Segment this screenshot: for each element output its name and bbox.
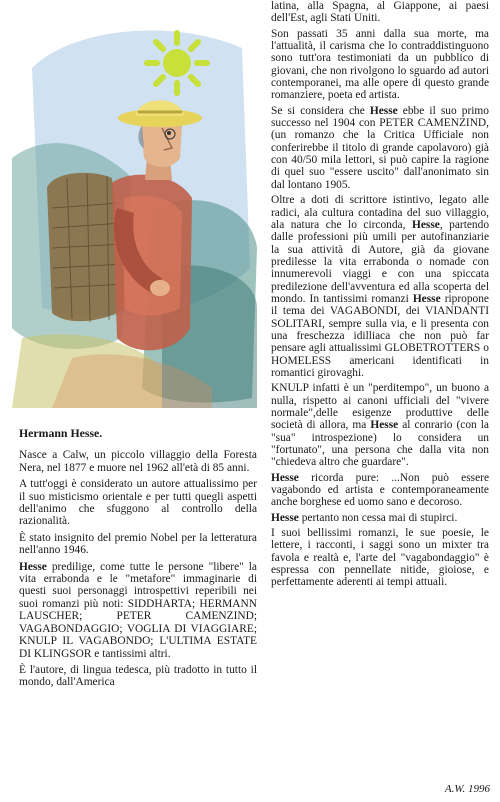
paragraph bbox=[271, 194, 489, 379]
paragraph: È l'autore, di lingua tedesca, più tradotto in tutto il mondo, dall'America bbox=[19, 663, 257, 689]
author-name: Hesse bbox=[369, 104, 398, 117]
paragraph-text: Se si considera che bbox=[271, 104, 370, 117]
paragraph-text: al conrario (con la "sua" introspezione) lo considera un "fortunato", una persona che dalla vita non "chiedeva altro che guardare". bbox=[271, 419, 489, 469]
author-name: Hesse bbox=[412, 292, 441, 305]
paragraph-text: ricorda pure: ...Non può essere vagabondo ed artista e contemporaneamente anche borghese ed uomo sano e decoroso. bbox=[271, 471, 489, 509]
image-caption: Hermann Hesse. bbox=[19, 426, 103, 440]
author-name: Hesse bbox=[19, 560, 47, 573]
paragraph-text: ebbe il suo primo successo nel 1904 con PETER CAMENZIND, (un romanzo che la Critica Ufficiale non conferirebbe il titolo di grande capolavoro) già con 40/50 mila lettori, si può capire la ragione di quel suo "essere uscito" dall'anonimato sin dal lontano 1905. bbox=[271, 104, 489, 191]
paragraph: Nasce a Calw, un piccolo villaggio della Foresta Nera, nel 1877 e muore nel 1962 all'età di 85 anni. bbox=[19, 449, 257, 474]
paragraph-text: KNULP infatti è un "perditempo", un buono a nulla, rispetto ai canoni ufficiali del "vivere normale",delle esigenze produttive delle società di allora, ma bbox=[271, 382, 489, 432]
paragraph-text: predilige, come tutte le persone "libere" la vita errabonda e le "metafore" immaginarie di questi suoi personaggi introspettivi reperibili nei suoi romanzi più noti: SIDDHARTA; HERMANN LAUSCHER; PETER CAMENZIND; VAGABONDAGGIO; VOGLIA DI VIAGGIARE; KNULP IL VAGABONDO; L'ULTIMA ESTATE DI KLINGSOR e tantissimi altri. bbox=[19, 560, 257, 660]
paragraph: I suoi bellissimi romanzi, le sue poesie, le lettere, i racconti, i saggi sono un mixter tra favola e realtà e, l'arte del "vagabondaggio" è espressa con pennellate nitide, gioiose, e perfettamente aderenti ai tempi attuali. bbox=[271, 527, 489, 589]
author-name: Hesse bbox=[370, 419, 399, 432]
paragraph: A tutt'oggi è considerato un autore attualissimo per il suo misticismo orientale e per tutti quegli aspetti dell'animo che sfuggono al controllo della razionalità. bbox=[19, 478, 257, 528]
paragraph: È stato insignito del premio Nobel per la letteratura nell'anno 1946. bbox=[19, 531, 257, 557]
sun-icon bbox=[147, 33, 207, 93]
paragraph: Son passati 35 anni dalla sua morte, ma l'attualità, il carisma che lo contraddistinguono sono tutt'ora testimoniati da un pubblico di giovani, che non rivolgono lo sguardo ad autori contemporanei, ma alle opere di questo grande romanziere, poeta ed artista. bbox=[271, 27, 489, 102]
paragraph bbox=[271, 472, 489, 509]
right-column bbox=[271, 0, 489, 592]
hesse-portrait-illustration bbox=[12, 8, 257, 408]
paragraph bbox=[19, 561, 257, 660]
author-name: Hesse bbox=[271, 511, 299, 524]
author-name: Hesse bbox=[411, 218, 440, 231]
paragraph-text: pertanto non cessa mai di stupirci. bbox=[298, 511, 458, 524]
paragraph-text: Oltre a doti di scrittore istintivo, legato alle radici, ala cultura contadina del suo villaggio, ala natura che lo circonda, bbox=[271, 194, 489, 231]
left-column bbox=[19, 427, 257, 693]
paragraph: latina, alla Spagna, al Giappone, ai paesi dell'Est, agli Stati Uniti. bbox=[271, 0, 489, 25]
author-name: Hesse bbox=[271, 471, 299, 484]
paragraph bbox=[271, 512, 489, 524]
paragraph-text: , partendo dalle professioni più umili per autofinanziarie la sua attività di Autore, già da giovane predilesse la vita errabonda o nomade con innumerevoli viaggi e con una spiccata predilezione dell'avventura ed alla scoperta del mondo. In tantissimi romanzi bbox=[271, 218, 490, 305]
paragraph-text: ripropone il tema dei VAGABONDI, dei VIANDANTI SOLITARI, sempre sulla via, e li presenta con una freschezza idilliaca che non può far pensare agli attualissimi GLOBETROTTERS o HOMELESS americani identificati in romantici girovaghi. bbox=[271, 292, 489, 379]
paragraph bbox=[271, 382, 489, 468]
author-signature: A.W. 1996 bbox=[444, 783, 490, 795]
paragraph bbox=[271, 105, 489, 191]
